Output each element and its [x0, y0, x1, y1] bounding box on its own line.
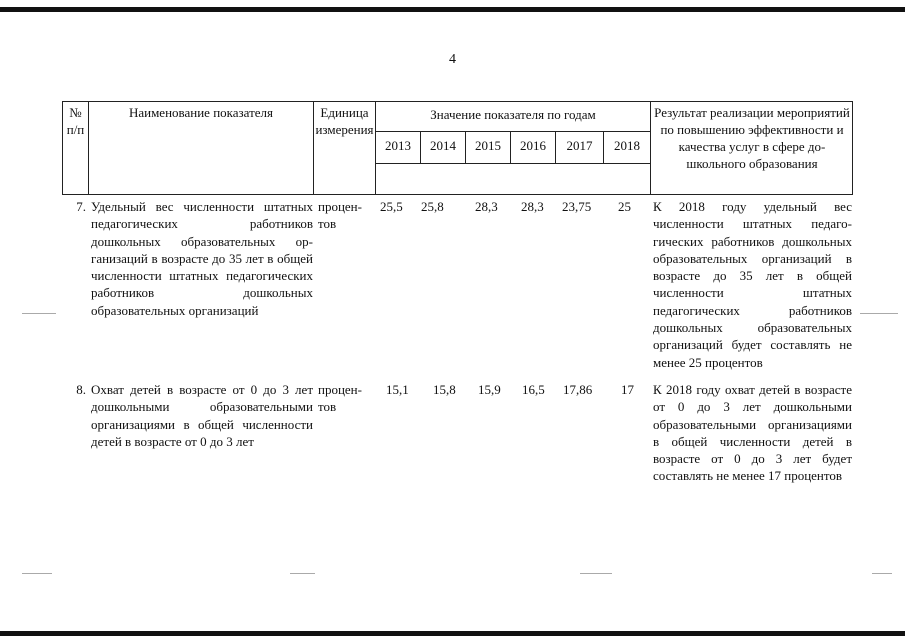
header-year: 2015 [475, 138, 501, 153]
row-number: 7. [76, 199, 86, 214]
value-2015: 28,3 [475, 199, 498, 214]
scan-artifact [22, 313, 56, 314]
value-2018: 25 [618, 199, 631, 214]
result-text: К 2018 году охват детей в возрасте от 0 до 3 лет дошкольными образовательными организациями в общей численности детей в возрасте от 0 до 3 лет будет составлять не менее 17 процентов [653, 382, 852, 484]
header-year: 2017 [566, 138, 593, 153]
scan-artifact [860, 313, 898, 314]
header-year: 2018 [614, 138, 640, 153]
value-2017: 23,75 [562, 199, 592, 214]
value-2017: 17,86 [563, 382, 593, 397]
indicator-name: Удельный вес численности штатных педагогических работников дошкольных образовательных организаций в возрасте до 35 лет в общей численности штатных педагогических работников дошкольных образовательных организаций [91, 199, 313, 318]
top-border-line [0, 7, 905, 12]
header-divider [88, 101, 89, 195]
value-2016: 16,5 [522, 382, 545, 397]
value-2013: 25,5 [380, 199, 403, 214]
value-2015: 15,9 [478, 382, 501, 397]
indicator-name: Охват детей в возрасте от 0 до 3 лет дошкольными образовательными организациями в общей численности детей в возрасте от 0 до 3 лет [91, 382, 313, 449]
unit: процентов [318, 199, 362, 232]
header-year: 2013 [385, 138, 411, 153]
header-year: 2016 [520, 138, 546, 153]
value-2013: 15,1 [386, 382, 409, 397]
header-divider [650, 101, 651, 195]
header-num: № п/п [66, 105, 85, 137]
header-year: 2014 [430, 138, 456, 153]
bottom-border-line [0, 631, 905, 636]
value-2014: 15,8 [433, 382, 456, 397]
header-divider [375, 163, 651, 164]
row-number: 8. [76, 382, 86, 397]
header-values: Значение показателя по годам [430, 107, 596, 122]
unit: процентов [318, 382, 362, 415]
value-2018: 17 [621, 382, 634, 397]
page-number: 4 [449, 52, 456, 67]
header-name: Наименование показателя [128, 105, 274, 120]
value-2016: 28,3 [521, 199, 544, 214]
header-divider [375, 131, 651, 132]
scan-artifact [22, 573, 52, 574]
value-2014: 25,8 [421, 199, 444, 214]
header-unit: Единица измерения [315, 105, 374, 137]
result-text: К 2018 году удельный вес численности штатных педагогических работников дошкольных образовательных организаций в возрасте до 35 лет в общей численности штатных педагогических работников дошкольных образовательных организаций будет составлять не менее 25 процентов [653, 199, 852, 370]
scan-artifact [580, 573, 612, 574]
scan-artifact [872, 573, 892, 574]
header-result: Результат реализации мероприятий по повышению эффективности и качества услуг в сфере дошкольного образования [654, 105, 850, 171]
scan-artifact [290, 573, 315, 574]
